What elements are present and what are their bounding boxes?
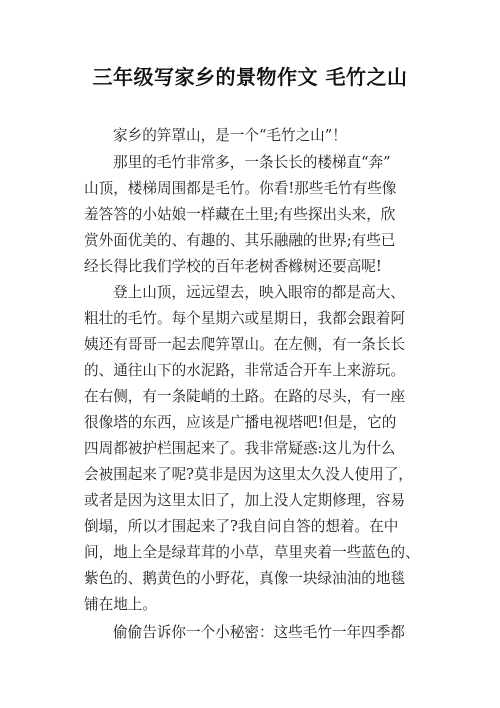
- paragraph-3-line-1: 登上山顶，远远望去，映入眼帘的都是高大、: [113, 284, 405, 301]
- paragraph-3-line-12: 紫色的、鹅黄色的小野花，真像一块绿油油的地毯: [84, 570, 406, 587]
- document-title: 三年级写家乡的景物作文 毛竹之山: [92, 65, 408, 89]
- paragraph-2-line-4: 赏外面优美的、有趣的、其乐融融的世界;有些已: [84, 232, 396, 249]
- paragraph-4-line-1: 偷偷告诉你一个小秘密：这些毛竹一年四季都: [113, 624, 405, 641]
- paragraph-2-line-1: 那里的毛竹非常多，一条长长的楼梯直“奔”: [113, 154, 391, 171]
- paragraph-1-line-1: 家乡的笄罩山，是一个“毛竹之山”！: [113, 127, 347, 144]
- paragraph-3-line-6: 很像塔的东西，应该是广播电视塔吧!但是，它的: [84, 414, 397, 431]
- paragraph-3-line-5: 在右侧，有一条陡峭的土路。在路的尽头，有一座: [84, 388, 406, 405]
- paragraph-3-line-3: 姨还有哥哥一起去爬笄罩山。在左侧，有一条长长: [84, 336, 406, 353]
- paragraph-3-line-11: 间，地上全是绿茸茸的小草，草里夹着一些蓝色的、: [84, 544, 420, 561]
- paragraph-2-line-2: 山顶，楼梯周围都是毛竹。你看!那些毛竹有些像: [84, 180, 397, 197]
- paragraph-3-line-4: 的、通往山下的水泥路，非常适合开车上来游玩。: [84, 362, 406, 379]
- paragraph-3-line-2: 粗壮的毛竹。每个星期六或星期日，我都会跟着阿: [84, 310, 406, 327]
- paragraph-3-line-7: 四周都被护栏围起来了。我非常疑惑:这儿为什么: [84, 440, 396, 457]
- paragraph-2-line-5: 经长得比我们学校的百年老树香橼树还要高呢!: [84, 258, 382, 275]
- paragraph-3-line-13: 铺在地上。: [84, 596, 157, 613]
- paragraph-3-line-9: 或者是因为这里太旧了，加上没人定期修理，容易: [84, 492, 406, 509]
- paragraph-2-line-3: 羞答答的小姑娘一样藏在土里;有些探出头来，欣: [84, 206, 396, 223]
- paragraph-3-line-8: 会被围起来了呢?莫非是因为这里太久没人使用了，: [84, 466, 413, 483]
- paragraph-3-line-10: 倒塌，所以才围起来了?我自问自答的想着。在中: [84, 518, 399, 535]
